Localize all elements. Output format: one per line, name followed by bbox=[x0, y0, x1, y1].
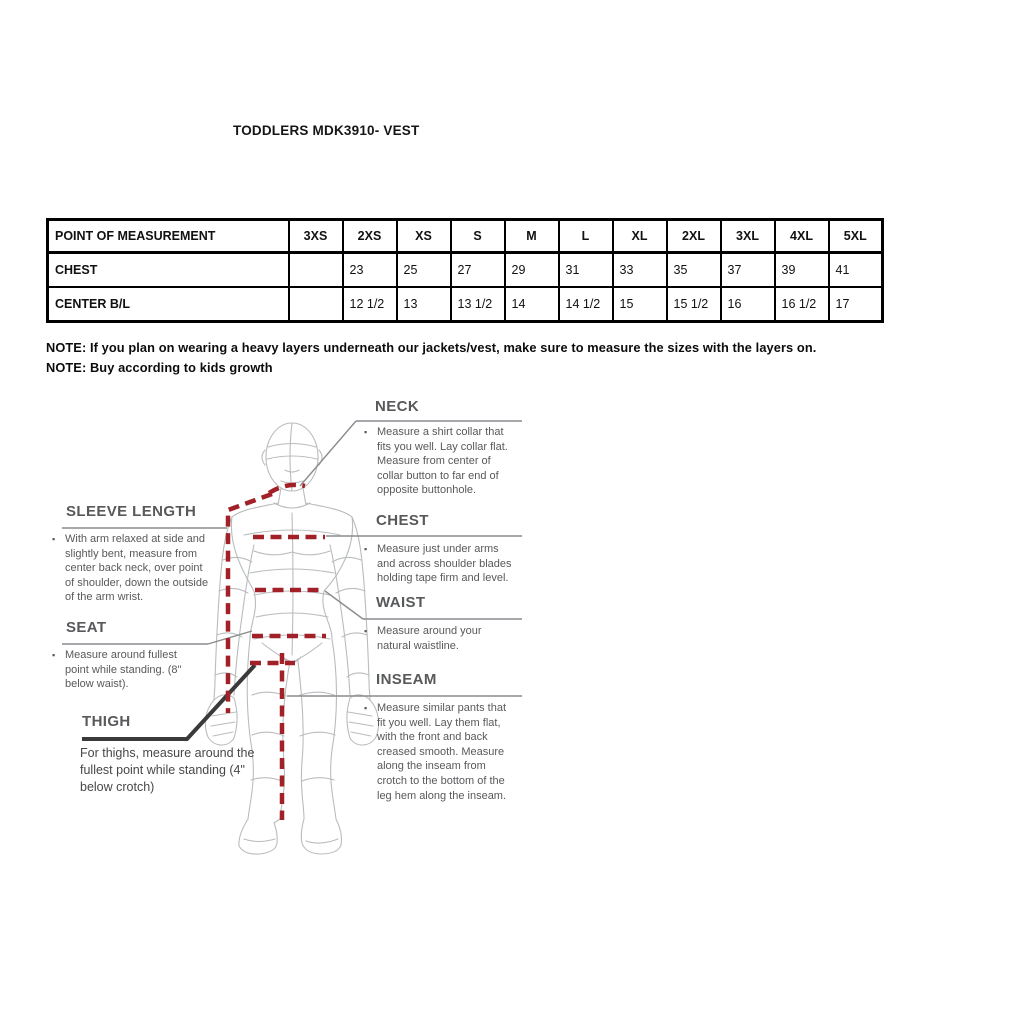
column-header: 5XL bbox=[829, 220, 883, 253]
table-cell: 13 1/2 bbox=[451, 287, 505, 322]
column-header: 3XL bbox=[721, 220, 775, 253]
inseam-description: ▪ Measure similar pants that fit you well. Lay them flat, with the front and back creased smooth. Measure along the inseam from crotch to the bottom of the leg hem along the inseam. bbox=[364, 702, 507, 802]
column-header: 2XS bbox=[343, 220, 397, 253]
bullet-icon: ▪ bbox=[364, 544, 368, 554]
chest-label: CHEST bbox=[376, 512, 429, 529]
bullet-icon: ▪ bbox=[364, 703, 368, 713]
column-header: 4XL bbox=[775, 220, 829, 253]
column-header: 3XS bbox=[289, 220, 343, 253]
waist-description: ▪ Measure around your natural waistline. bbox=[364, 625, 482, 652]
table-cell: 14 1/2 bbox=[559, 287, 613, 322]
table-cell: 15 1/2 bbox=[667, 287, 721, 322]
bullet-icon: ▪ bbox=[364, 626, 368, 636]
column-header: S bbox=[451, 220, 505, 253]
neck-measure-line bbox=[269, 485, 305, 493]
row-label: CENTER B/L bbox=[48, 287, 289, 322]
table-row bbox=[48, 287, 883, 322]
size-chart-table bbox=[46, 218, 884, 323]
table-cell: 15 bbox=[613, 287, 667, 322]
table-cell: 41 bbox=[829, 253, 883, 288]
table-cell bbox=[289, 253, 343, 288]
note-growth: NOTE: Buy according to kids growth bbox=[46, 360, 273, 375]
table-cell: 12 1/2 bbox=[343, 287, 397, 322]
table-cell: 35 bbox=[667, 253, 721, 288]
column-header: 2XL bbox=[667, 220, 721, 253]
seat-label: SEAT bbox=[66, 619, 107, 636]
waist-label: WAIST bbox=[376, 594, 426, 611]
measurement-diagram bbox=[48, 395, 530, 855]
column-header: M bbox=[505, 220, 559, 253]
column-header: POINT OF MEASUREMENT bbox=[48, 220, 289, 253]
table-cell: 13 bbox=[397, 287, 451, 322]
table-cell bbox=[289, 287, 343, 322]
table-cell: 29 bbox=[505, 253, 559, 288]
bullet-icon: ▪ bbox=[52, 650, 56, 660]
table-cell: 16 bbox=[721, 287, 775, 322]
column-header: XL bbox=[613, 220, 667, 253]
inseam-label: INSEAM bbox=[376, 671, 437, 688]
row-label: CHEST bbox=[48, 253, 289, 288]
thigh-description: For thighs, measure around the fullest point while standing (4" below crotch) bbox=[80, 746, 255, 794]
table-header-row bbox=[48, 220, 883, 253]
neck-label: NECK bbox=[375, 398, 420, 415]
seat-description: ▪ Measure around fullest point while standing. (8" below waist). bbox=[52, 649, 182, 691]
waist-pointer-line bbox=[325, 591, 363, 619]
table-cell: 14 bbox=[505, 287, 559, 322]
note-layers: NOTE: If you plan on wearing a heavy layers underneath our jackets/vest, make sure to measure the sizes with the layers on. bbox=[46, 340, 817, 355]
column-header: XS bbox=[397, 220, 451, 253]
table-cell: 27 bbox=[451, 253, 505, 288]
table-cell: 33 bbox=[613, 253, 667, 288]
table-cell: 39 bbox=[775, 253, 829, 288]
bullet-icon: ▪ bbox=[364, 427, 368, 437]
table-row bbox=[48, 253, 883, 288]
table-cell: 23 bbox=[343, 253, 397, 288]
thigh-label: THIGH bbox=[82, 713, 131, 730]
sleeve-length-description: ▪ With arm relaxed at side and slightly bent, measure from center back neck, over point of shoulder, down the outside of the arm wrist. bbox=[52, 533, 209, 604]
table-cell: 31 bbox=[559, 253, 613, 288]
table-cell: 25 bbox=[397, 253, 451, 288]
table-cell: 37 bbox=[721, 253, 775, 288]
chest-description: ▪ Measure just under arms and across shoulder blades holding tape firm and level. bbox=[364, 543, 512, 585]
bullet-icon: ▪ bbox=[52, 534, 56, 544]
column-header: L bbox=[559, 220, 613, 253]
page-title: TODDLERS MDK3910- VEST bbox=[233, 123, 420, 138]
neck-description: ▪ Measure a shirt collar that fits you well. Lay collar flat. Measure from center of collar button to far end of opposite buttonhole. bbox=[364, 426, 508, 497]
table-cell: 17 bbox=[829, 287, 883, 322]
sleeve-length-label: SLEEVE LENGTH bbox=[66, 503, 197, 520]
table-cell: 16 1/2 bbox=[775, 287, 829, 322]
